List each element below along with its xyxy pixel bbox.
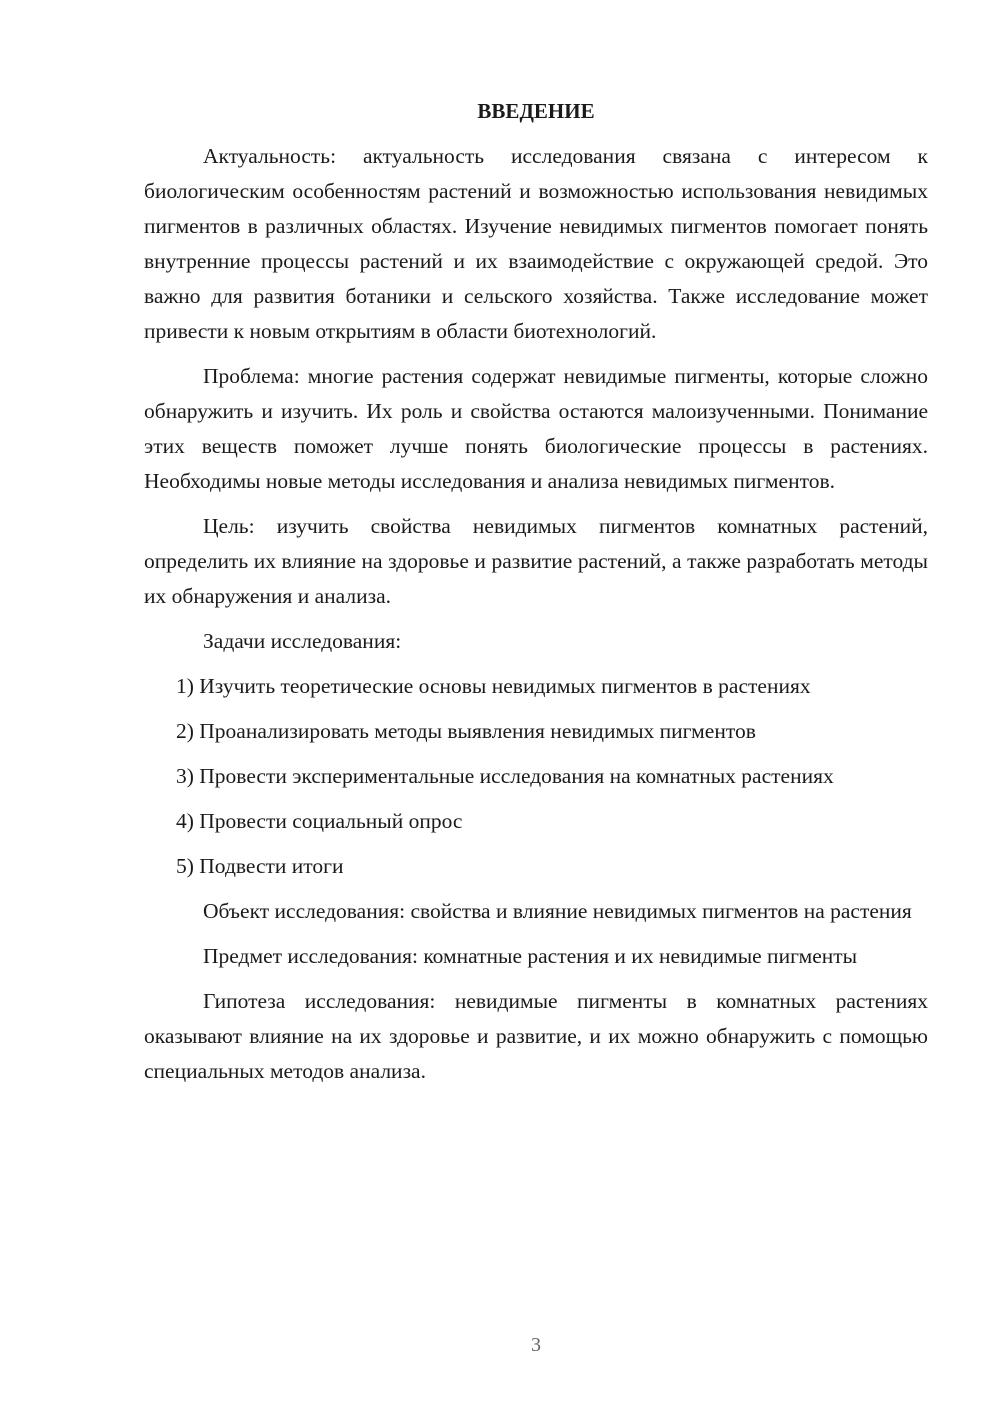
page-title: ВВЕДЕНИЕ bbox=[477, 99, 595, 123]
paragraph-relevance: Актуальность: актуальность исследования связана с интересом к биологическим особенностям растений и возможностью использования невидимых пигментов в различных областях. Изучение невидимых пигментов помогает понять внутренние процессы растений и их взаимодействие с окружающей средой. Это важно для развития ботаники и сельского хозяйства. Также исследование может привести к новым открытиям в области биотехнологий. bbox=[144, 144, 928, 343]
task-item-5: 5) Подвести итоги bbox=[176, 854, 344, 878]
page-number: 3 bbox=[531, 1334, 541, 1356]
paragraph-subject: Предмет исследования: комнатные растения и их невидимые пигменты bbox=[203, 944, 858, 968]
paragraph-object: Объект исследования: свойства и влияние невидимых пигментов на растения bbox=[203, 899, 912, 923]
page-content bbox=[144, 96, 928, 1089]
paragraph-problem: Проблема: многие растения содержат невидимые пигменты, которые сложно обнаружить и изучить. Их роль и свойства остаются малоизученными. Понимание этих веществ поможет лучше понять биологические процессы в растениях. Необходимы новые методы исследования и анализа невидимых пигментов. bbox=[144, 364, 928, 493]
paragraph-hypothesis: Гипотеза исследования: невидимые пигменты в комнатных растениях оказывают влияние на их здоровье и развитие, и их можно обнаружить с помощью специальных методов анализа. bbox=[144, 989, 928, 1083]
task-item-3: 3) Провести экспериментальные исследования на комнатных растениях bbox=[176, 764, 834, 788]
task-item-1: 1) Изучить теоретические основы невидимых пигментов в растениях bbox=[176, 674, 811, 698]
paragraph-goal: Цель: изучить свойства невидимых пигментов комнатных растений, определить их влияние на здоровье и развитие растений, а также разработать методы их обнаружения и анализа. bbox=[144, 514, 928, 608]
tasks-heading: Задачи исследования: bbox=[203, 629, 402, 653]
task-item-4: 4) Провести социальный опрос bbox=[176, 809, 463, 833]
task-item-2: 2) Проанализировать методы выявления невидимых пигментов bbox=[176, 719, 756, 743]
